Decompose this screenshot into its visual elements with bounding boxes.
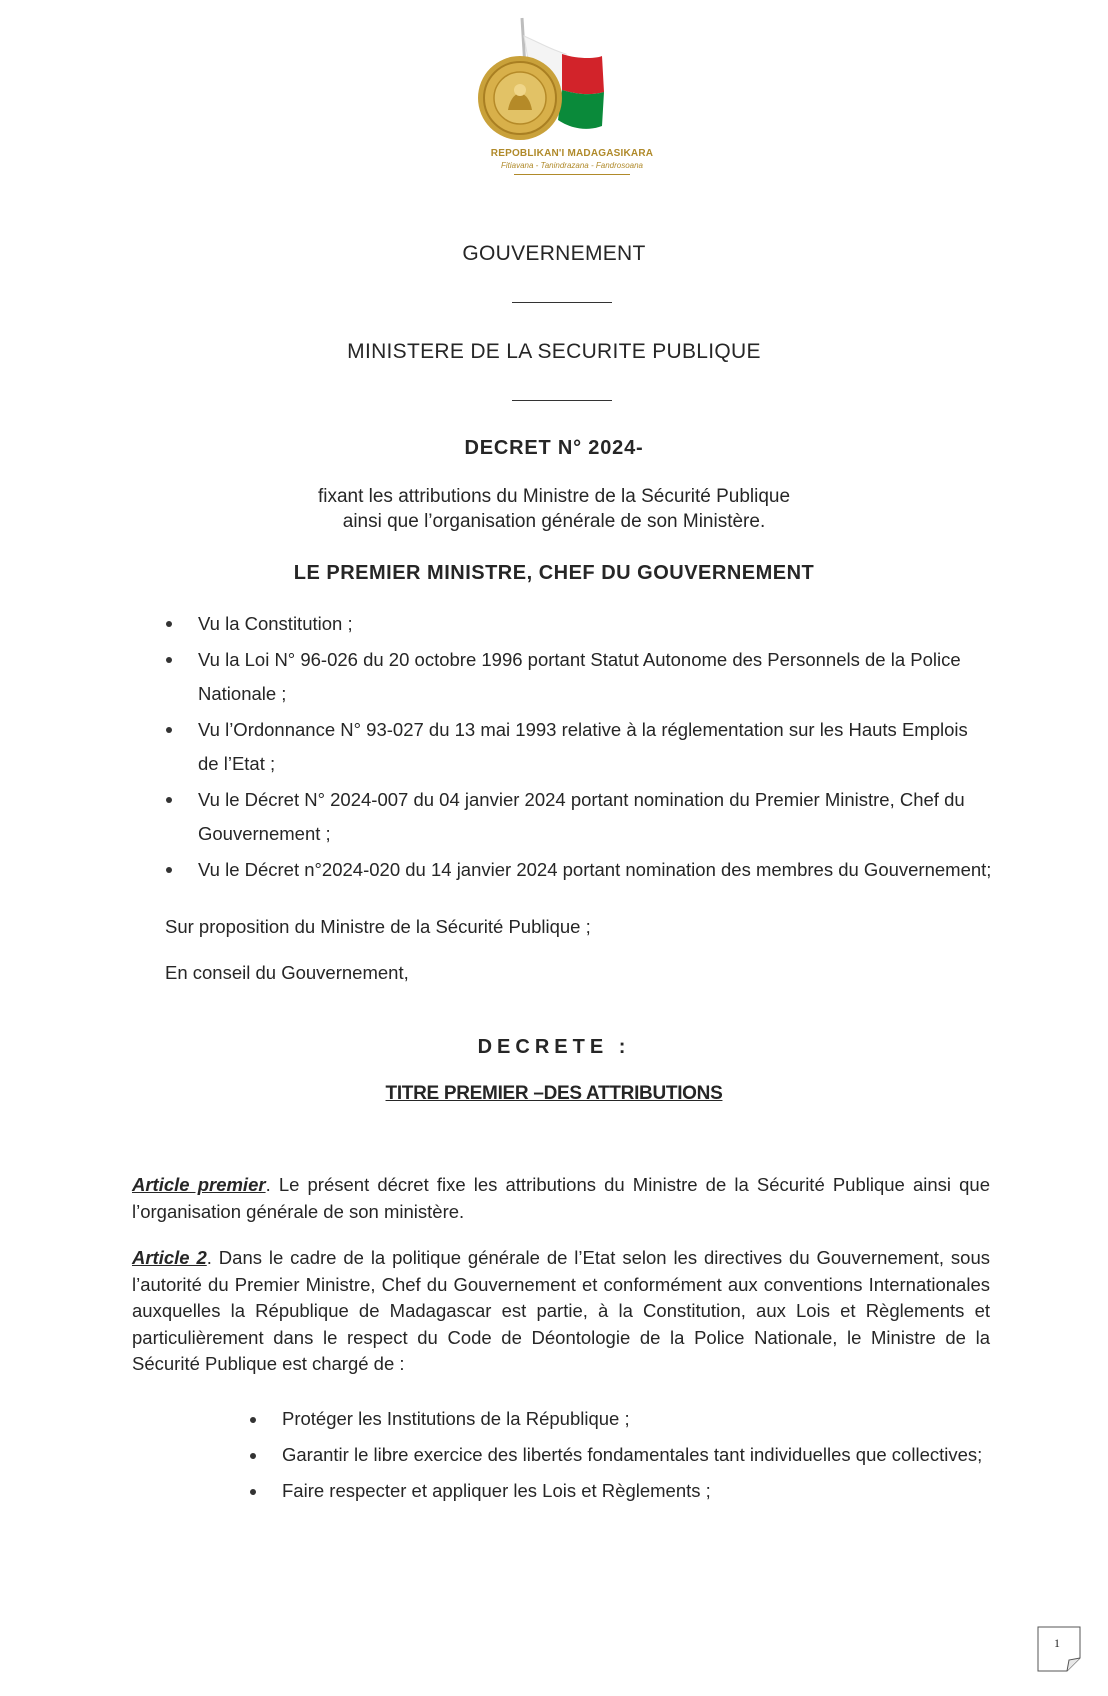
visas-list xyxy=(162,607,992,889)
article-premier-text: . Le présent décret fixe les attributions du Ministre de la Sécurité Publique ainsi que l’organisation générale de son ministère. xyxy=(132,1174,990,1222)
republic-emblem xyxy=(462,14,682,174)
divider-2 xyxy=(512,400,612,401)
article-2-label: Article 2 xyxy=(132,1247,207,1268)
gouvernement-heading: GOUVERNEMENT xyxy=(462,242,646,265)
premier-ministre-heading: LE PREMIER MINISTRE, CHEF DU GOUVERNEMENT xyxy=(293,562,815,584)
article-2 xyxy=(132,1245,990,1378)
list-item: Vu la Loi N° 96-026 du 20 octobre 1996 portant Statut Autonome des Personnels de la Police Nationale ; xyxy=(162,643,992,711)
decret-subtitle-line-1: fixant les attributions du Ministre de la Sécurité Publique xyxy=(317,486,791,507)
list-item: Vu le Décret N° 2024-007 du 04 janvier 2024 portant nomination du Premier Ministre, Chef du Gouvernement ; xyxy=(162,783,992,851)
divider-1 xyxy=(512,302,612,303)
emblem-divider xyxy=(514,174,630,175)
list-item: Garantir le libre exercice des libertés fondamentales tant individuelles que collectives; xyxy=(246,1441,1006,1469)
proposition-text: Sur proposition du Ministre de la Sécurité Publique ; xyxy=(165,916,591,937)
emblem-motto-title: REPOBLIKAN'I MADAGASIKARA xyxy=(490,148,654,159)
emblem-seal-flag-icon xyxy=(462,14,682,148)
emblem-motto: Fitiavana - Tanindrazana - Fandrosoana xyxy=(500,161,643,170)
article-premier xyxy=(132,1172,990,1225)
decret-subtitle-line-2: ainsi que l’organisation générale de son Ministère. xyxy=(342,511,766,532)
list-item: Vu l’Ordonnance N° 93-027 du 13 mai 1993 relative à la réglementation sur les Hauts Emplois de l’Etat ; xyxy=(162,713,992,781)
decrete-heading: DECRETE : xyxy=(477,1036,631,1058)
list-item: Protéger les Institutions de la République ; xyxy=(246,1405,1006,1433)
list-item: Vu le Décret n°2024-020 du 14 janvier 2024 portant nomination des membres du Gouvernement; xyxy=(162,853,992,887)
missions-list xyxy=(246,1405,1006,1513)
titre-premier-heading: TITRE PREMIER –DES ATTRIBUTIONS xyxy=(385,1083,723,1104)
page-number-box xyxy=(1037,1626,1081,1672)
list-item: Vu la Constitution ; xyxy=(162,607,992,641)
ministere-heading: MINISTERE DE LA SECURITE PUBLIQUE xyxy=(347,340,761,363)
conseil-text: En conseil du Gouvernement, xyxy=(165,962,409,983)
article-2-text: . Dans le cadre de la politique générale de l’Etat selon les directives du Gouvernement, sous l’autorité du Premier Ministre, Chef du Gouvernement et conformément aux conventions Internationales auxquelles la République de Madagascar est partie, à la Constitution, aux Lois et Règlements et particulièrement dans le respect du Code de Déontologie de la Police Nationale, le Ministre de la Sécurité Publique est chargé de : xyxy=(132,1247,990,1374)
page-number: 1 xyxy=(1054,1636,1060,1650)
decret-title: DECRET N° 2024- xyxy=(464,437,644,459)
article-premier-label: Article premier xyxy=(132,1174,266,1195)
list-item: Faire respecter et appliquer les Lois et Règlements ; xyxy=(246,1477,1006,1505)
